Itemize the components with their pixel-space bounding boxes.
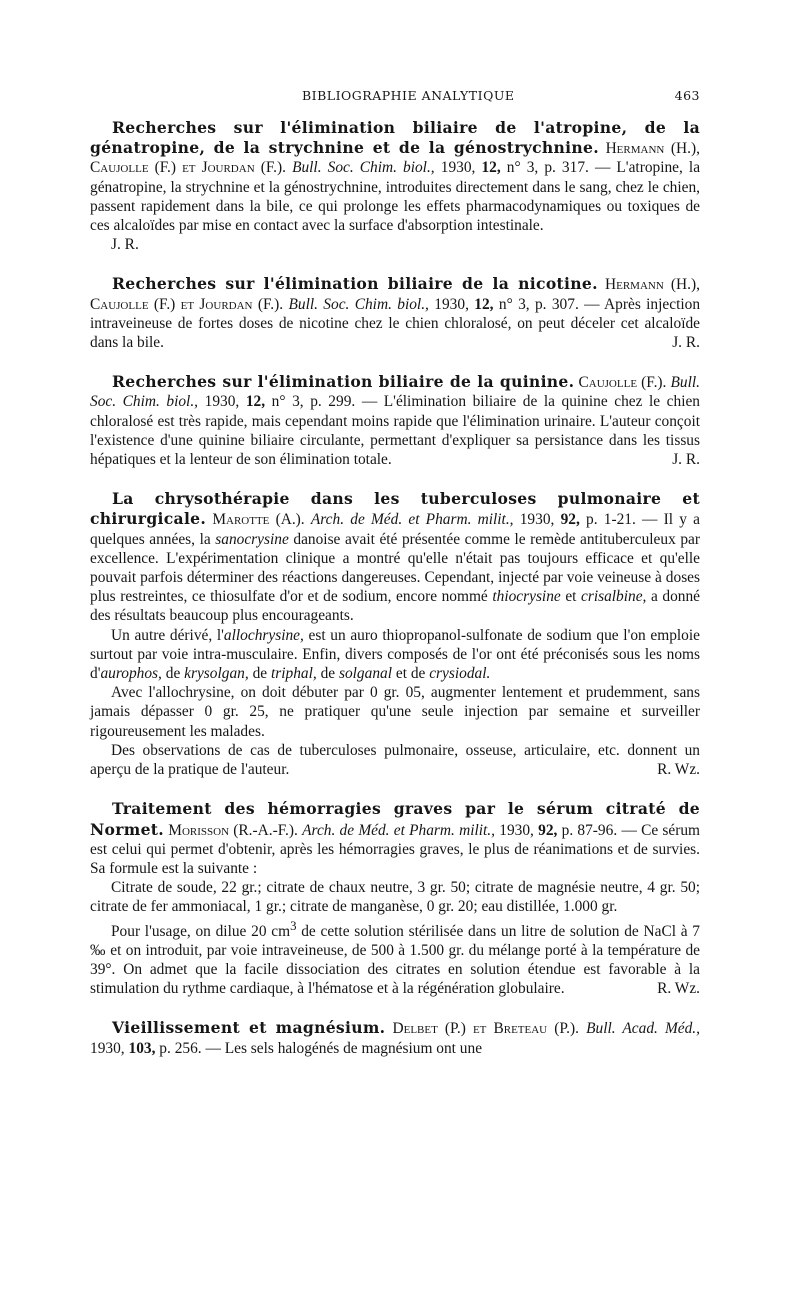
- abstract-paragraph: [90, 274, 700, 352]
- abstract-list: [90, 118, 700, 1078]
- drug-name: crysiodal.: [429, 665, 491, 683]
- abstract-entry-nicotine: [90, 274, 700, 352]
- abstract-title: Recherches sur l'élimination biliaire de la quinine.: [112, 372, 575, 392]
- abstract-signature: R. Wz.: [657, 980, 700, 998]
- abstract-body: — Les sels halogénés de magnésium ont une: [205, 1039, 483, 1057]
- abstract-paragraph: [90, 799, 700, 878]
- abstract-authors: Hermann (H.), Caujolle (F.) et Jourdan (F.).: [90, 276, 700, 313]
- drug-name: crisalbine,: [581, 588, 647, 606]
- drug-name: krysolgan,: [184, 665, 249, 683]
- abstract-body-text: et: [565, 588, 577, 606]
- abstract-entry-vieillissement: [90, 1018, 700, 1057]
- abstract-body-text: — Il y a quelques années, la: [90, 511, 700, 548]
- drug-name: aurophos,: [100, 665, 162, 683]
- abstract-body-text: Pour l'usage, on dilue 20 cm: [111, 922, 291, 940]
- abstract-body-text: est un auro thiopropanol-sulfonate de sodium que l'on emploie surtout par voie intra-musculaire. Enfin, divers composés de l'or ont été préconisés sous les noms d': [90, 626, 700, 683]
- abstract-paragraph: [90, 118, 700, 235]
- abstract-issue-pages: n° 3, p. 317.: [506, 159, 589, 177]
- abstract-volume: 12,: [481, 159, 501, 177]
- abstract-body-text: de: [165, 665, 181, 683]
- abstract-body-text: et de: [395, 665, 426, 683]
- abstract-title: Vieillissement et magnésium.: [112, 1018, 386, 1038]
- abstract-volume: 12,: [474, 295, 494, 313]
- abstract-journal: Bull. Soc. Chim. biol.,: [292, 159, 435, 177]
- abstract-year: 1930,: [90, 1039, 125, 1057]
- drug-name: sanocrysine: [215, 530, 289, 548]
- abstract-body-text: de: [252, 665, 268, 683]
- abstract-journal: Arch. de Méd. et Pharm. milit.,: [302, 821, 495, 839]
- abstract-issue-pages: p. 87-96.: [561, 821, 618, 839]
- abstract-paragraph: [90, 917, 700, 999]
- abstract-volume: 12,: [245, 393, 266, 411]
- abstract-paragraph: [90, 683, 700, 741]
- drug-name: allochrysine,: [223, 626, 304, 644]
- abstract-entry-quinine: [90, 372, 700, 469]
- abstract-year: 1930,: [434, 295, 469, 313]
- running-header: [112, 88, 700, 108]
- abstract-volume: 103,: [128, 1039, 156, 1057]
- page-number: 463: [674, 88, 700, 103]
- abstract-authors: Marotte (A.).: [212, 511, 305, 529]
- abstract-signature: J. R.: [672, 451, 700, 469]
- abstract-issue-pages: p. 256.: [159, 1039, 202, 1057]
- abstract-paragraph: [90, 372, 700, 469]
- drug-name: triphal,: [270, 665, 317, 683]
- abstract-paragraph: [90, 878, 700, 916]
- abstract-entry-serum-citrate: [90, 799, 700, 998]
- abstract-body-text: de cette solution stérilisée dans un litre de solution de NaCl à 7 ‰ et on introduit, par voie intraveineuse, de 500 à 1.500 gr. du mélange porté à la température de 39°. On admet que la facile dissociation des citrates en solution étendue est favorable à la stimulation du rythme cardiaque, à l'hématose et à la régénération globulaire.: [90, 922, 700, 998]
- drug-name: thiocrysine: [492, 588, 561, 606]
- abstract-body-text: Des observations de cas de tuberculoses pulmonaire, osseuse, articulaire, etc. donnent un aperçu de la pratique de l'auteur.: [90, 741, 700, 779]
- abstract-title: Recherches sur l'élimination biliaire de l'atropine, de la génatropine, de la strychnine et de la génostrychnine.: [90, 118, 700, 158]
- abstract-entry-chrysotherapie: [90, 489, 700, 779]
- abstract-issue-pages: n° 3, p. 299.: [271, 393, 356, 411]
- abstract-volume: 92,: [560, 511, 580, 529]
- abstract-body-text: a donné des résultats beaucoup plus encourageants.: [90, 588, 700, 625]
- abstract-journal: Bull. Acad. Méd.,: [586, 1020, 700, 1038]
- abstract-year: 1930,: [440, 159, 476, 177]
- abstract-paragraph: [90, 1018, 700, 1057]
- abstract-body-text: de: [320, 665, 336, 683]
- abstract-signature: R. Wz.: [657, 761, 700, 779]
- abstract-volume: 92,: [538, 821, 558, 839]
- abstract-body: — Après injection intraveineuse de fortes doses de nicotine chez le chien chloralosé, on peut déceler cet alcaloïde dans la bile.: [90, 295, 701, 352]
- abstract-journal: Bull. Soc. Chim. biol.,: [90, 374, 701, 411]
- abstract-paragraph: [90, 489, 700, 625]
- abstract-issue-pages: n° 3, p. 307.: [498, 295, 579, 313]
- abstract-signature-line: [90, 235, 700, 254]
- abstract-journal: Arch. de Méd. et Pharm. milit.,: [310, 511, 514, 529]
- formula-text: Citrate de soude, 22 gr.; citrate de chaux neutre, 3 gr. 50; citrate de magnésie neutre, 4 gr. 50; citrate de fer ammoniacal, 1 gr.; citrate de manganèse, 0 gr. 20; eau distillée, 1.000 gr.: [90, 879, 700, 916]
- abstract-body-text: — Ce sérum est celui qui permet d'obtenir, après les hémorragies graves, le plus de réanimations et de survies. Sa formule est la suivante :: [90, 821, 701, 877]
- abstract-body-text: Avec l'allochrysine, on doit débuter par 0 gr. 05, augmenter lentement et prudemment, sans jamais dépasser 0 gr. 25, ne pratiquer qu'une seule injection par semaine et surveiller rigoureusement les malades.: [90, 684, 700, 740]
- abstract-body-text: danoise avait été présentée comme le remède antituberculeux par excellence. L'expérimentation clinique a montré qu'elle n'était pas toujours efficace et qu'elle pouvait parfois déterminer des réactions dangereuses. Cependant, injecté par voie veineuse à doses plus restreintes, ce thiosulfate d'or et de sodium, encore nommé: [90, 530, 700, 606]
- abstract-title: Recherches sur l'élimination biliaire de la nicotine.: [112, 274, 598, 294]
- abstract-title: La chrysothérapie dans les tuberculoses pulmonaire et chirurgicale.: [90, 489, 700, 529]
- abstract-authors: Caujolle (F.).: [578, 374, 667, 392]
- abstract-issue-pages: p. 1-21.: [586, 511, 636, 529]
- abstract-body-text: Un autre dérivé, l': [111, 626, 224, 644]
- abstract-signature: J. R.: [111, 236, 139, 254]
- abstract-authors: Delbet (P.) et Breteau (P.).: [392, 1020, 579, 1038]
- drug-name: solganal: [338, 665, 392, 683]
- abstract-authors: Hermann (H.), Caujolle (F.) et Jourdan (F.).: [90, 140, 700, 177]
- abstract-signature: J. R.: [672, 334, 700, 352]
- abstract-authors: Morisson (R.-A.-F.).: [168, 821, 298, 839]
- abstract-body: — L'atropine, la génatropine, la strychnine et la génostrychnine, introduites directement dans le sang, chez le chien, passent rapidement dans la bile, ce qui prolonge les effets pharmacodynamiques ou toxiques de ces alcaloïdes par mise en contact avec la surface d'absorption intestinale.: [90, 159, 701, 235]
- running-title: BIBLIOGRAPHIE ANALYTIQUE: [302, 88, 515, 103]
- abstract-journal: Bull. Soc. Chim. biol.,: [288, 295, 429, 313]
- superscript: 3: [290, 918, 297, 933]
- abstract-year: 1930,: [519, 511, 555, 529]
- abstract-year: 1930,: [499, 821, 534, 839]
- abstract-paragraph: [90, 741, 700, 779]
- abstract-paragraph: [90, 626, 700, 684]
- abstract-body: — L'élimination biliaire de la quinine chez le chien chloralosé est très rapide, mais cependant moins rapide que l'élimination urinaire. L'auteur conçoit l'existence d'une quinine biliaire circulante, permettant d'expliquer sa persistance dans les tissus hépatiques et la lenteur de son élimination totale.: [90, 393, 700, 469]
- abstract-entry-atropine: [90, 118, 700, 254]
- abstract-year: 1930,: [204, 393, 240, 411]
- abstract-title: Traitement des hémorragies graves par le sérum citraté de Normet.: [90, 799, 700, 839]
